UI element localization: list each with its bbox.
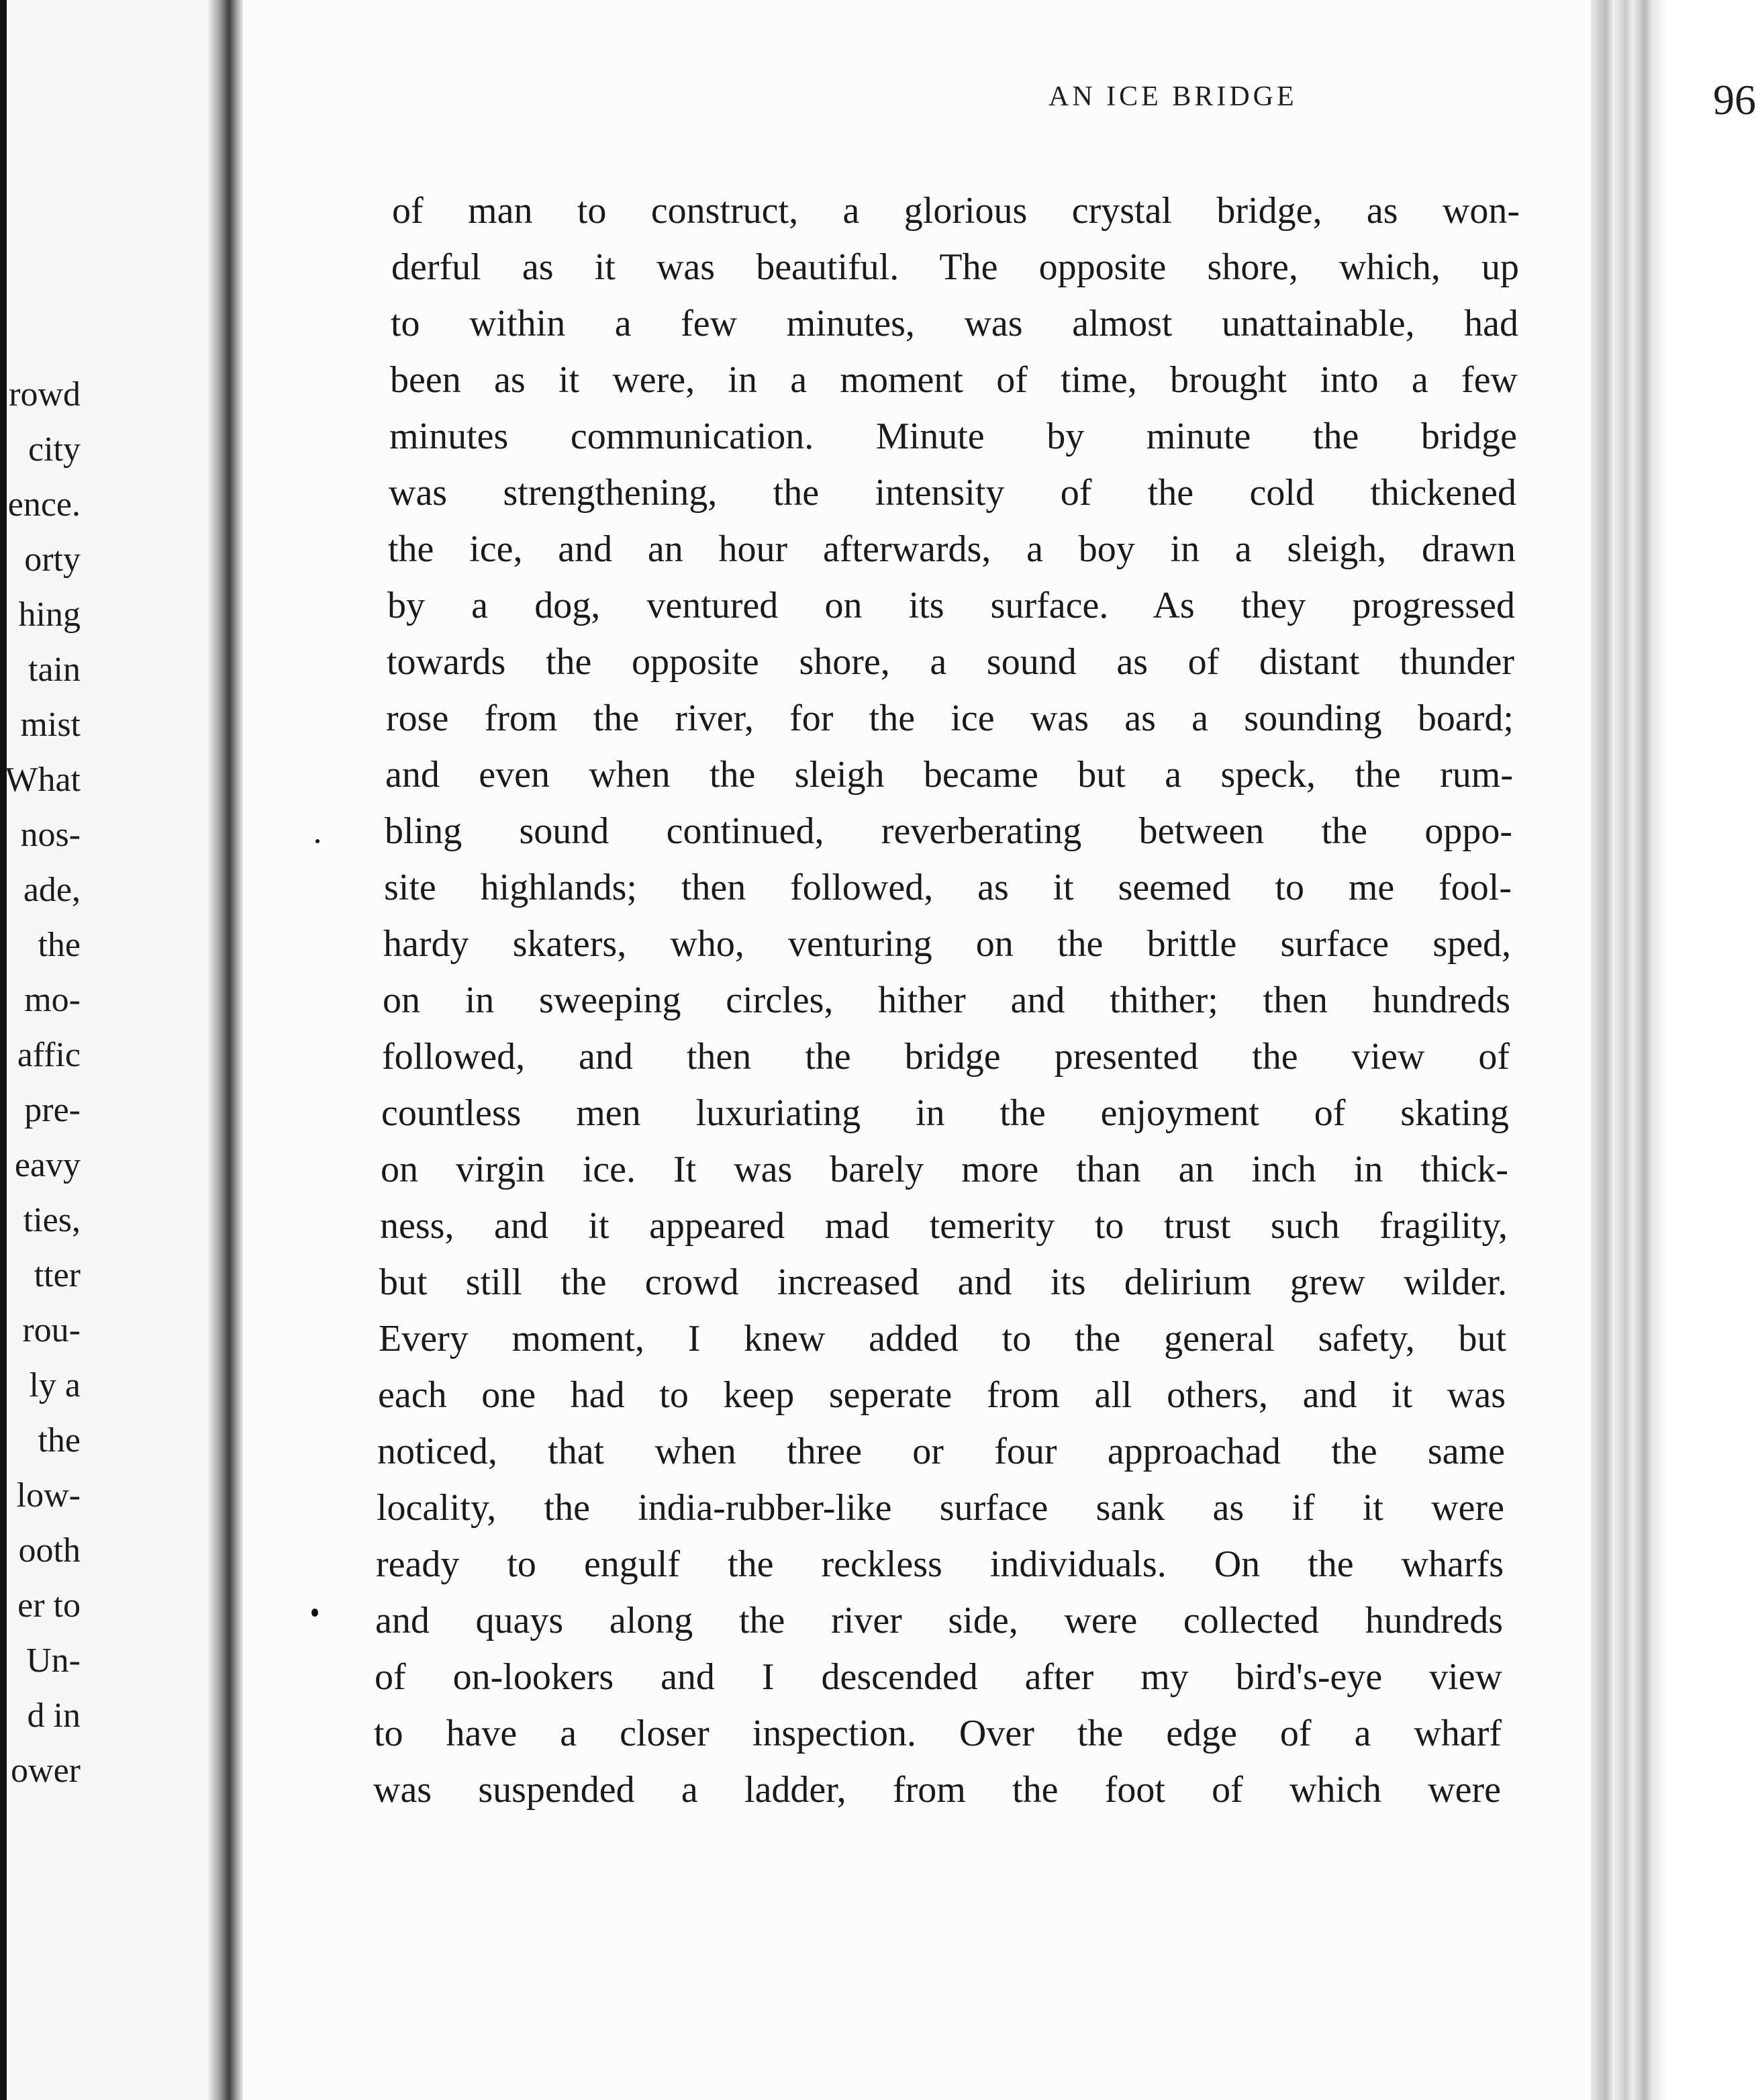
text-line: the ice, and an hour afterwards, a boy in a sleigh, drawn — [388, 528, 1516, 570]
facing-line: ade, — [23, 871, 81, 909]
facing-line: city — [28, 430, 81, 469]
text-line: noticed, that when three or four approachad the same — [377, 1431, 1505, 1472]
facing-line: tain — [28, 651, 81, 689]
text-line: was suspended a ladder, from the foot of which were — [373, 1769, 1501, 1811]
text-line: by a dog, ventured on its surface. As they progressed — [387, 585, 1515, 626]
facing-line: ence. — [7, 485, 81, 524]
text-line: site highlands; then followed, as it seemed to me fool- — [384, 867, 1512, 908]
facing-line: d in — [27, 1697, 81, 1735]
facing-line: mist — [20, 706, 81, 744]
book-fold-shadow — [208, 0, 243, 2100]
facing-line: tter — [34, 1256, 81, 1294]
stacked-page-edges — [1591, 0, 1667, 2100]
facing-line: rou- — [22, 1311, 81, 1349]
scan-border — [0, 0, 7, 2100]
text-line: bling sound continued, reverberating between the oppo- — [385, 810, 1512, 852]
facing-line: pre- — [24, 1091, 81, 1129]
text-line: of man to construct, a glorious crystal bridge, as won- — [392, 190, 1520, 232]
facing-line: the — [38, 1421, 81, 1460]
text-line: and even when the sleigh became but a speck, the rum- — [385, 754, 1513, 796]
text-line: countless men luxuriating in the enjoyment of skating — [381, 1092, 1509, 1134]
running-head: AN ICE BRIDGE — [1048, 81, 1298, 112]
facing-line: ower — [11, 1752, 81, 1790]
facing-line: ties, — [23, 1201, 81, 1239]
text-line: each one had to keep seperate from all others, and it was — [378, 1374, 1506, 1416]
facing-line: the — [38, 926, 81, 964]
text-line: to within a few minutes, was almost unattainable, had — [391, 303, 1518, 344]
facing-line: What — [5, 761, 81, 799]
facing-line: rowd — [9, 375, 81, 414]
facing-line: eavy — [14, 1146, 81, 1184]
facing-line: orty — [24, 540, 81, 579]
facing-line: hing — [18, 595, 81, 634]
text-line: ness, and it appeared mad temerity to trust such fragility, — [380, 1205, 1508, 1247]
text-line: rose from the river, for the ice was as a sounding board; — [386, 698, 1514, 739]
text-line: on in sweeping circles, hither and thither; then hundreds — [383, 980, 1510, 1021]
page-number: 96 — [1713, 76, 1756, 124]
text-line: towards the opposite shore, a sound as of distant thunder — [387, 641, 1514, 683]
text-line: hardy skaters, who, venturing on the brittle surface sped, — [383, 923, 1511, 965]
text-line: followed, and then the bridge presented the view of — [382, 1036, 1510, 1078]
facing-line: ooth — [18, 1531, 81, 1570]
text-line: of on-lookers and I descended after my bird's-eye view — [375, 1656, 1502, 1698]
text-line: to have a closer inspection. Over the edge of a wharf — [374, 1713, 1502, 1754]
facing-line: nos- — [20, 816, 81, 854]
ink-speck — [315, 839, 320, 843]
text-line: minutes communication. Minute by minute the bridge — [389, 416, 1517, 457]
text-line: been as it were, in a moment of time, brought into a few — [390, 359, 1518, 401]
text-line: derful as it was beautiful. The opposite shore, which, up — [391, 246, 1519, 288]
text-line: ready to engulf the reckless individuals. On the wharfs — [376, 1543, 1504, 1585]
facing-line: Un- — [26, 1641, 81, 1680]
facing-line: affic — [17, 1036, 81, 1074]
facing-line: low- — [16, 1476, 81, 1515]
ink-speck — [311, 1609, 318, 1617]
text-line: was strengthening, the intensity of the cold thickened — [389, 472, 1516, 514]
text-line: locality, the india-rubber-like surface sank as if it were — [377, 1487, 1504, 1529]
facing-line: mo- — [24, 981, 81, 1019]
text-line: but still the crowd increased and its delirium grew wilder. — [379, 1261, 1507, 1303]
text-line: and quays along the river side, were collected hundreds — [375, 1600, 1503, 1641]
book-page — [243, 0, 1756, 2100]
facing-line: er to — [17, 1586, 81, 1625]
text-line: on virgin ice. It was barely more than an inch in thick- — [381, 1149, 1508, 1190]
facing-line: ly a — [29, 1366, 81, 1404]
text-line: Every moment, I knew added to the general safety, but — [379, 1318, 1506, 1359]
